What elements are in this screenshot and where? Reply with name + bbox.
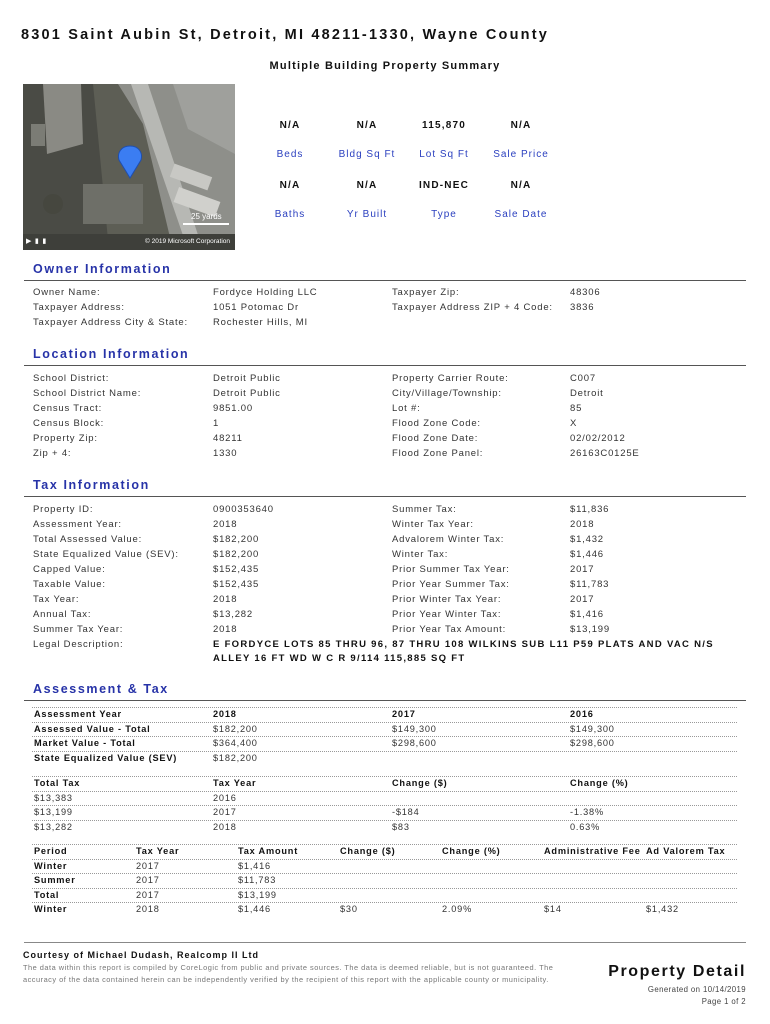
field-label: Summer Tax: xyxy=(392,504,457,515)
footer-divider xyxy=(24,942,746,943)
table-cell: 0.63% xyxy=(570,821,601,832)
table-cell: Tax Amount xyxy=(238,846,299,856)
table-cell: Winter xyxy=(34,904,68,915)
tax-section-heading: Tax Information xyxy=(33,478,150,492)
report-subtitle: Multiple Building Property Summary xyxy=(269,60,501,72)
field-value: $152,435 xyxy=(213,579,260,590)
field-value: $1,446 xyxy=(570,549,604,560)
field-value: $13,282 xyxy=(213,609,253,620)
divider xyxy=(24,280,746,281)
field-label: Census Tract: xyxy=(33,403,103,414)
field-label: Prior Winter Tax Year: xyxy=(392,594,502,605)
field-value: 2018 xyxy=(213,624,238,635)
field-label: Winter Tax Year: xyxy=(392,519,474,530)
stat-label: Baths xyxy=(274,209,306,220)
table-cell: Change (%) xyxy=(442,846,501,856)
field-label: Taxpayer Address: xyxy=(33,302,125,313)
field-label: Census Block: xyxy=(33,418,105,429)
table-cell: $182,200 xyxy=(213,752,258,763)
table-row xyxy=(32,751,737,763)
field-label: Advalorem Winter Tax: xyxy=(392,534,505,545)
table-cell: $11,783 xyxy=(238,875,277,886)
field-value: 9851.00 xyxy=(213,403,253,414)
table-cell: Market Value - Total xyxy=(34,738,136,749)
stat-label: Type xyxy=(431,209,457,220)
field-value: $152,435 xyxy=(213,564,260,575)
field-value: 2017 xyxy=(570,594,595,605)
table-cell: 2016 xyxy=(570,709,594,719)
table-cell: Change ($) xyxy=(392,778,448,788)
stat-label: Yr Built xyxy=(346,209,388,220)
table-cell: $13,199 xyxy=(238,889,277,900)
table-cell: 2.09% xyxy=(442,904,473,915)
generated-date: Generated on 10/14/2019 xyxy=(647,985,746,994)
table-row xyxy=(32,707,737,719)
report-title: Property Detail xyxy=(608,963,746,980)
legal-description-line2: ALLEY 16 FT WD W C R 9/114 115,885 SQ FT xyxy=(213,653,466,664)
table-row xyxy=(32,805,737,818)
table-cell: 2018 xyxy=(213,821,237,832)
table-row xyxy=(32,873,737,886)
field-value: 02/02/2012 xyxy=(570,433,626,444)
field-value: $11,783 xyxy=(570,579,610,590)
stat-value: N/A xyxy=(356,180,378,191)
table-cell: $13,282 xyxy=(34,821,73,832)
field-value: 3836 xyxy=(570,302,595,313)
table-row xyxy=(32,859,737,871)
table-cell: $182,200 xyxy=(213,723,258,734)
field-value: Detroit Public xyxy=(213,373,281,384)
field-label: Prior Year Tax Amount: xyxy=(392,624,507,635)
field-label: Taxpayer Zip: xyxy=(392,287,460,298)
table-cell: $149,300 xyxy=(570,723,615,734)
field-label: Taxpayer Address City & State: xyxy=(33,317,188,328)
field-value: 48306 xyxy=(570,287,601,298)
table-cell: $298,600 xyxy=(392,738,437,749)
table-row xyxy=(32,888,737,900)
stat-label: Sale Date xyxy=(494,209,548,220)
table-cell: 2017 xyxy=(136,860,160,871)
table-cell: $83 xyxy=(392,821,410,832)
field-value: 85 xyxy=(570,403,583,414)
divider xyxy=(24,700,746,701)
table-row xyxy=(32,791,737,803)
stat-value: N/A xyxy=(510,120,532,131)
stat-value: 115,870 xyxy=(422,120,466,131)
table-cell: $149,300 xyxy=(392,723,437,734)
owner-section-heading: Owner Information xyxy=(33,262,172,276)
table-cell: Winter xyxy=(34,860,68,871)
table-cell: Ad Valorem Tax xyxy=(646,846,726,856)
stat-label: Beds xyxy=(276,149,304,160)
stat-label: Sale Price xyxy=(493,149,549,160)
stat-value: N/A xyxy=(279,120,301,131)
page-number: Page 1 of 2 xyxy=(701,997,746,1006)
field-value: $13,199 xyxy=(570,624,610,635)
table-cell: -1.38% xyxy=(570,807,604,818)
field-value: 0900353640 xyxy=(213,504,274,515)
table-cell: -$184 xyxy=(392,807,420,818)
field-label: Prior Summer Tax Year: xyxy=(392,564,510,575)
table-cell: $30 xyxy=(340,904,358,915)
courtesy-line: Courtesy of Michael Dudash, Realcomp II Ltd xyxy=(23,950,260,960)
field-value: Detroit Public xyxy=(213,388,281,399)
field-label: Capped Value: xyxy=(33,564,106,575)
field-value: $11,836 xyxy=(570,504,610,515)
field-label: Assessment Year: xyxy=(33,519,122,530)
field-label: Tax Year: xyxy=(33,594,80,605)
divider xyxy=(24,496,746,497)
table-cell: Assessment Year xyxy=(34,709,122,719)
divider xyxy=(24,365,746,366)
table-cell: $298,600 xyxy=(570,738,615,749)
aerial-map-image xyxy=(23,84,235,250)
legal-description-line1: E FORDYCE LOTS 85 THRU 96, 87 THRU 108 WILKINS SUB L11 P59 PLATS AND VAC N/S xyxy=(213,639,714,650)
stat-value: N/A xyxy=(279,180,301,191)
legal-description-label: Legal Description: xyxy=(33,639,124,650)
field-label: Property Carrier Route: xyxy=(392,373,509,384)
field-label: Flood Zone Panel: xyxy=(392,448,484,459)
table-row xyxy=(32,722,737,734)
field-value: C007 xyxy=(570,373,596,384)
table-cell: Total xyxy=(34,889,60,900)
table-cell: $1,416 xyxy=(238,860,271,871)
field-value: 1 xyxy=(213,418,220,429)
table-cell: $1,446 xyxy=(238,904,271,915)
field-label: Property ID: xyxy=(33,504,94,515)
field-label: School District: xyxy=(33,373,110,384)
table-cell: 2018 xyxy=(136,904,160,915)
field-value: $1,416 xyxy=(570,609,604,620)
field-label: Flood Zone Date: xyxy=(392,433,479,444)
table-cell: Change (%) xyxy=(570,778,629,788)
table-row xyxy=(32,776,737,788)
aerial-map[interactable] xyxy=(23,84,235,250)
field-label: Zip + 4: xyxy=(33,448,72,459)
table-cell: 2017 xyxy=(392,709,416,719)
table-cell: 2016 xyxy=(213,792,237,803)
field-label: Summer Tax Year: xyxy=(33,624,124,635)
field-value: 2017 xyxy=(570,564,595,575)
table-cell: Change ($) xyxy=(340,846,396,856)
table-cell: 2017 xyxy=(136,875,160,886)
field-value: 48211 xyxy=(213,433,243,444)
stat-value: N/A xyxy=(510,180,532,191)
field-label: Flood Zone Code: xyxy=(392,418,481,429)
table-cell: Total Tax xyxy=(34,778,81,788)
table-cell: Tax Year xyxy=(213,778,257,788)
field-label: Prior Year Winter Tax: xyxy=(392,609,502,620)
table-row xyxy=(32,844,737,856)
disclaimer-text: The data within this report is compiled by CoreLogic from public and private sources. The data is deemed reliable, but is not guaranteed. The accuracy of the data contained herein can be independently verified by the recipient of this report with the applicable county or municipality. xyxy=(23,963,554,984)
stat-label: Bldg Sq Ft xyxy=(338,149,396,160)
table-cell: Assessed Value - Total xyxy=(34,723,151,734)
table-cell: 2018 xyxy=(213,709,237,719)
field-label: Annual Tax: xyxy=(33,609,92,620)
map-attribution: © 2019 Microsoft Corporation xyxy=(145,238,230,245)
field-label: Owner Name: xyxy=(33,287,101,298)
field-value: 2018 xyxy=(213,594,238,605)
table-cell: 2017 xyxy=(213,807,237,818)
table-cell: Administrative Fee xyxy=(544,846,641,856)
location-section-heading: Location Information xyxy=(33,347,190,361)
table-cell: $14 xyxy=(544,904,562,915)
stat-value: IND-NEC xyxy=(418,180,470,191)
field-value: 1330 xyxy=(213,448,238,459)
field-label: State Equalized Value (SEV): xyxy=(33,549,179,560)
bing-logo: ▶ ▮ ▮ xyxy=(26,238,47,245)
table-row xyxy=(32,820,737,832)
generated-info xyxy=(560,984,746,1008)
table-cell: State Equalized Value (SEV) xyxy=(34,752,178,763)
field-label: Lot #: xyxy=(392,403,421,414)
field-label: Property Zip: xyxy=(33,433,98,444)
field-value: $1,432 xyxy=(570,534,604,545)
field-value: 2018 xyxy=(213,519,238,530)
field-label: Winter Tax: xyxy=(392,549,449,560)
stat-label: Lot Sq Ft xyxy=(419,149,469,160)
field-value: X xyxy=(570,418,578,429)
stat-value: N/A xyxy=(356,120,378,131)
field-label: Taxable Value: xyxy=(33,579,106,590)
field-label: School District Name: xyxy=(33,388,142,399)
field-value: Detroit xyxy=(570,388,604,399)
table-cell: $1,432 xyxy=(646,904,679,915)
field-value: 2018 xyxy=(570,519,595,530)
map-scale-label: 25 yards xyxy=(191,212,222,221)
field-value: $182,200 xyxy=(213,534,260,545)
table-cell: Period xyxy=(34,846,68,856)
field-value: 26163C0125E xyxy=(570,448,640,459)
field-label: City/Village/Township: xyxy=(392,388,502,399)
field-value: Fordyce Holding LLC xyxy=(213,287,318,298)
table-cell: Tax Year xyxy=(136,846,180,856)
table-cell: 2017 xyxy=(136,889,160,900)
table-cell: $13,383 xyxy=(34,792,73,803)
field-value: Rochester Hills, MI xyxy=(213,317,308,328)
field-label: Prior Year Summer Tax: xyxy=(392,579,510,590)
table-cell: $364,400 xyxy=(213,738,258,749)
page-title: 8301 Saint Aubin St, Detroit, MI 48211-1330, Wayne County xyxy=(21,27,550,43)
field-value: $182,200 xyxy=(213,549,260,560)
table-cell: $13,199 xyxy=(34,807,73,818)
table-row xyxy=(32,902,737,915)
field-label: Taxpayer Address ZIP + 4 Code: xyxy=(392,302,553,313)
table-row xyxy=(32,736,737,749)
field-value: 1051 Potomac Dr xyxy=(213,302,299,313)
field-label: Total Assessed Value: xyxy=(33,534,143,545)
table-cell: Summer xyxy=(34,875,76,886)
assessment-section-heading: Assessment & Tax xyxy=(33,682,169,696)
